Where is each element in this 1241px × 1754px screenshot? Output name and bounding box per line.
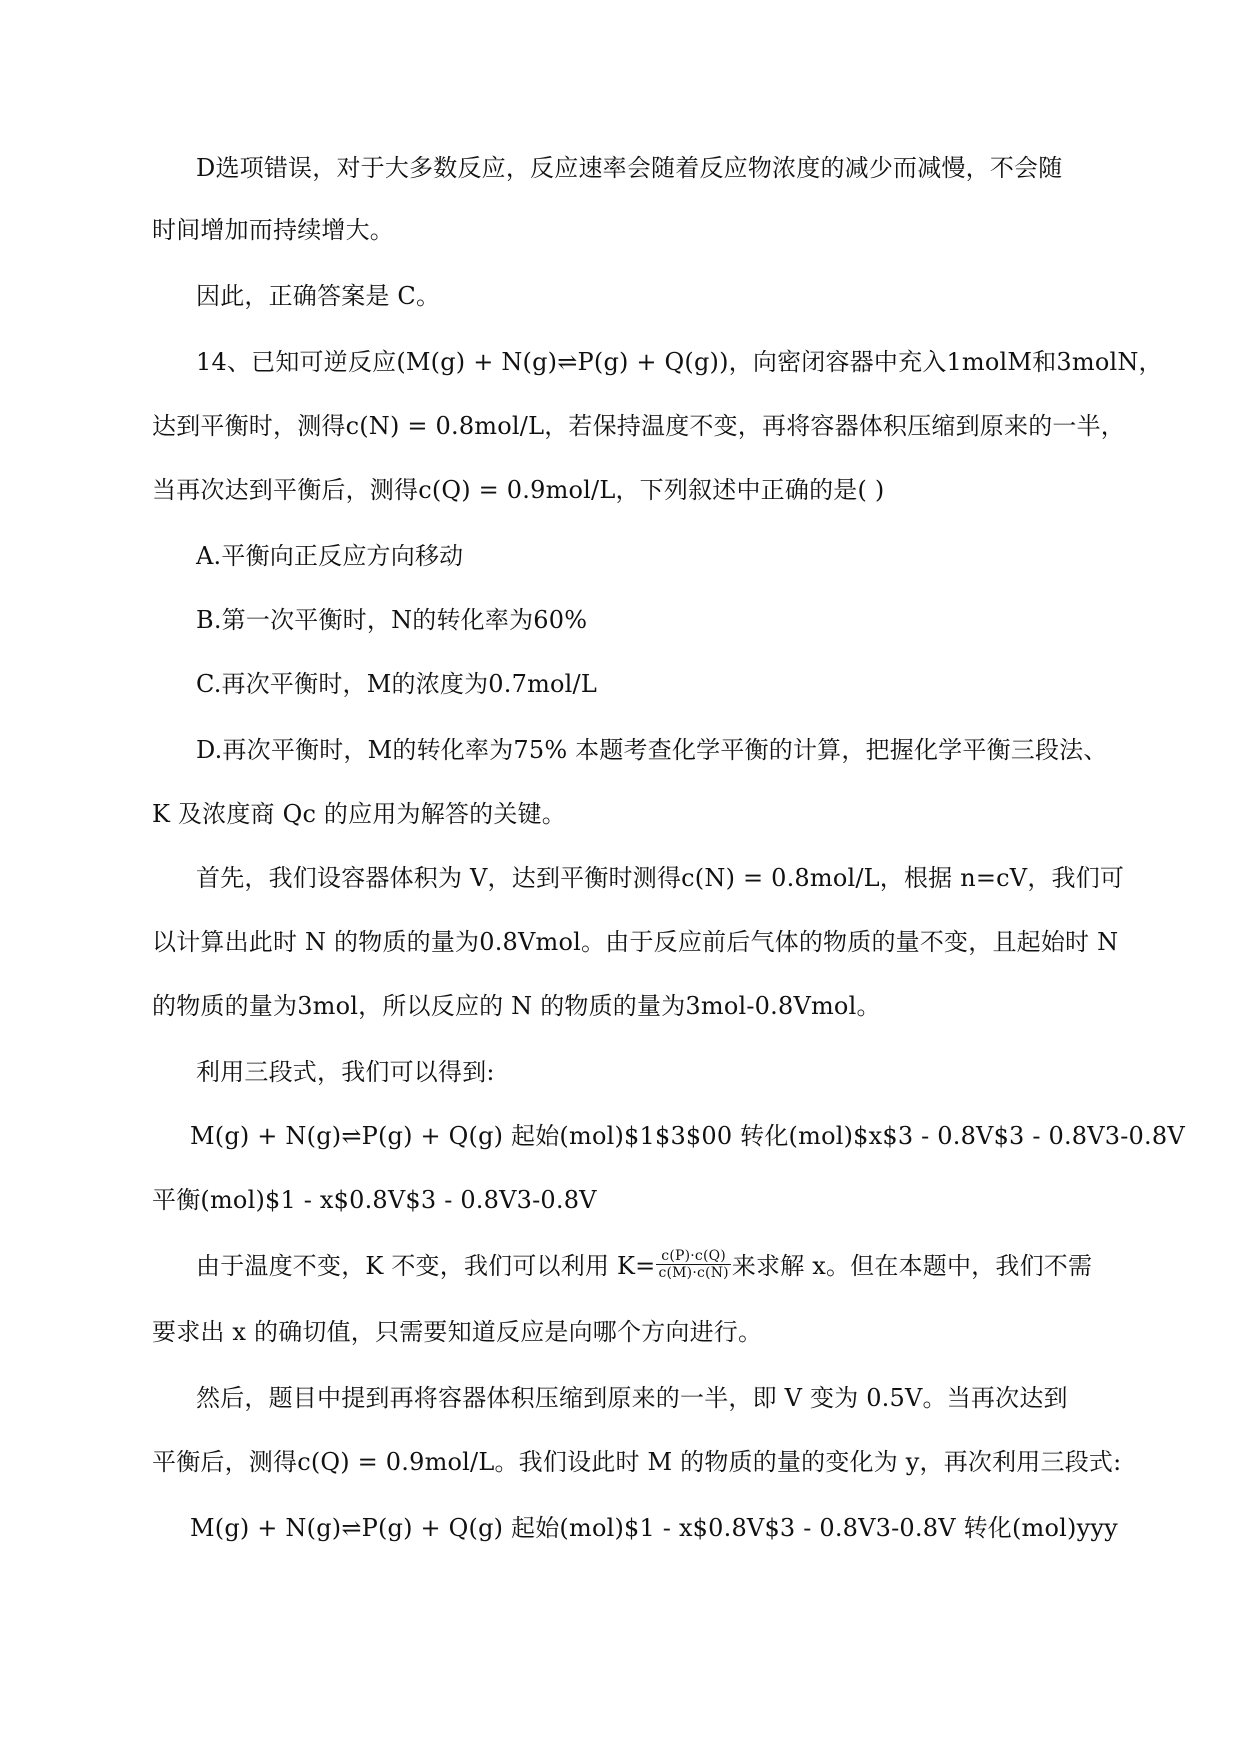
paragraph-line: 要求出 x 的确切值，只需要知道反应是向哪个方向进行。 <box>152 1318 763 1346</box>
paragraph-line: 首先，我们设容器体积为 V，达到平衡时测得c(N) = 0.8mol/L，根据 n=cV，我们可 <box>196 864 1125 892</box>
option-a: A.平衡向正反应方向移动 <box>196 542 464 570</box>
paragraph-line: 平衡后，测得c(Q) = 0.9mol/L。我们设此时 M 的物质的量的变化为 y，再次利用三段式: <box>152 1448 1122 1476</box>
paragraph-line: D选项错误，对于大多数反应，反应速率会随着反应物浓度的减少而减慢，不会随 <box>196 154 1063 182</box>
paragraph-line: 以计算出此时 N 的物质的量为0.8Vmol。由于反应前后气体的物质的量不变，且起始时 N <box>152 928 1119 956</box>
k-fraction-numerator: c(P)·c(Q) <box>656 1248 730 1265</box>
k-fraction <box>656 1248 730 1281</box>
question-line: 当再次达到平衡后，测得c(Q) = 0.9mol/L，下列叙述中正确的是( ) <box>152 476 885 504</box>
k-fraction-denominator: c(M)·c(N) <box>658 1265 729 1281</box>
paragraph-line: 时间增加而持续增大。 <box>152 216 394 244</box>
option-c: C.再次平衡时，M的浓度为0.7mol/L <box>196 670 597 698</box>
three-stage-formula: M(g) + N(g)⇌P(g) + Q(g) 起始(mol)$1 - x$0.8V$3 - 0.8V3-0.8V 转化(mol)yyy <box>190 1514 1118 1542</box>
paragraph-line: 利用三段式，我们可以得到: <box>196 1058 495 1086</box>
question-line: 14、已知可逆反应(M(g) + N(g)⇌P(g) + Q(g))，向密闭容器中充入1molM和3molN， <box>196 348 1163 376</box>
three-stage-formula: 平衡(mol)$1 - x$0.8V$3 - 0.8V3-0.8V <box>152 1186 597 1214</box>
option-b: B.第一次平衡时，N的转化率为60% <box>196 606 588 634</box>
option-d: D.再次平衡时，M的转化率为75% 本题考查化学平衡的计算，把握化学平衡三段法、 <box>196 736 1108 764</box>
question-line: 达到平衡时，测得c(N) = 0.8mol/L，若保持温度不变，再将容器体积压缩到原来的一半， <box>152 412 1126 440</box>
paragraph-line: K 及浓度商 Qc 的应用为解答的关键。 <box>152 800 566 828</box>
paragraph-line: 的物质的量为3mol，所以反应的 N 的物质的量为3mol-0.8Vmol。 <box>152 992 881 1020</box>
k-expression-line <box>196 1250 1092 1284</box>
paragraph-line: 因此，正确答案是 C。 <box>196 282 441 310</box>
k-line-before: 由于温度不变，K 不变，我们可以利用 K= <box>196 1252 656 1280</box>
three-stage-formula: M(g) + N(g)⇌P(g) + Q(g) 起始(mol)$1$3$00 转化(mol)$x$3 - 0.8V$3 - 0.8V3-0.8V <box>190 1122 1185 1150</box>
paragraph-line: 然后，题目中提到再将容器体积压缩到原来的一半，即 V 变为 0.5V。当再次达到 <box>196 1384 1068 1412</box>
k-line-after: 来求解 x。但在本题中，我们不需 <box>731 1252 1093 1280</box>
